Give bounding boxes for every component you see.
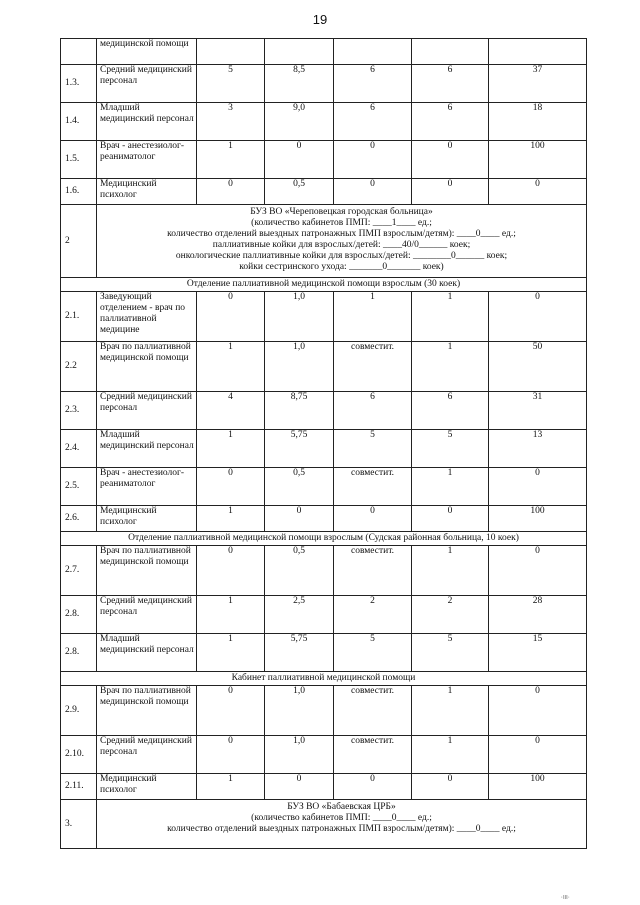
row-number: 2.1. xyxy=(61,292,97,342)
section-title: Кабинет паллиативной медицинской помощи xyxy=(61,672,587,686)
row-number: 2.6. xyxy=(61,506,97,532)
row-number: 1.3. xyxy=(61,65,97,103)
value-cell: 0 xyxy=(197,292,265,342)
position-name: Младший медицинский персонал xyxy=(97,103,197,141)
value-cell: 1,0 xyxy=(265,736,334,774)
value-cell: совместит. xyxy=(334,546,412,596)
institution-info xyxy=(97,205,587,278)
institution-info-line: количество отделений выездных патронажных ПМП взрослым/детям): ____0____ ед.; xyxy=(167,229,516,239)
table-row xyxy=(61,179,587,205)
value-cell: 15 xyxy=(489,634,587,672)
position-name: медицинской помощи xyxy=(97,39,197,65)
section-title: Отделение паллиативной медицинской помощи взрослым (Судская районная больница, 10 коек) xyxy=(61,532,587,546)
value-cell: 1 xyxy=(412,342,489,392)
institution-info-line: койки сестринского ухода: _______0_______ коек) xyxy=(239,262,444,272)
row-number: 2.10. xyxy=(61,736,97,774)
position-name: Средний медицинский персонал xyxy=(97,736,197,774)
position-name: Младший медицинский персонал xyxy=(97,634,197,672)
value-cell: 1 xyxy=(412,468,489,506)
value-cell: 0 xyxy=(489,179,587,205)
table-row xyxy=(61,774,587,800)
table-row xyxy=(61,103,587,141)
value-cell: 5 xyxy=(334,634,412,672)
table-row xyxy=(61,65,587,103)
value-cell: 2,5 xyxy=(265,596,334,634)
row-number: 1.6. xyxy=(61,179,97,205)
value-cell: совместит. xyxy=(334,736,412,774)
value-cell: 1,0 xyxy=(265,292,334,342)
row-number: 2.7. xyxy=(61,546,97,596)
value-cell: 18 xyxy=(489,103,587,141)
position-name: Средний медицинский персонал xyxy=(97,65,197,103)
value-cell: 4 xyxy=(197,392,265,430)
table-row xyxy=(61,342,587,392)
value-cell: 0 xyxy=(197,546,265,596)
position-name: Средний медицинский персонал xyxy=(97,596,197,634)
position-name: Медицинский психолог xyxy=(97,179,197,205)
value-cell: 6 xyxy=(334,103,412,141)
value-cell xyxy=(334,39,412,65)
value-cell: 1 xyxy=(197,596,265,634)
value-cell: 1 xyxy=(412,686,489,736)
value-cell: 1 xyxy=(197,342,265,392)
position-name: Младший медицинский персонал xyxy=(97,430,197,468)
value-cell: 37 xyxy=(489,65,587,103)
row-number: 2.8. xyxy=(61,596,97,634)
value-cell: 0 xyxy=(412,179,489,205)
value-cell: 100 xyxy=(489,506,587,532)
institution-info-line: (количество кабинетов ПМП: ____0____ ед.; xyxy=(251,813,432,823)
value-cell: 6 xyxy=(334,392,412,430)
value-cell: 2 xyxy=(412,596,489,634)
value-cell: 0 xyxy=(334,141,412,179)
position-name: Врач - анестезиолог-реаниматолог xyxy=(97,468,197,506)
value-cell: 6 xyxy=(412,65,489,103)
value-cell: 0 xyxy=(197,736,265,774)
value-cell: 0 xyxy=(412,506,489,532)
value-cell: 0 xyxy=(197,179,265,205)
table-row xyxy=(61,736,587,774)
value-cell: 0 xyxy=(334,179,412,205)
staffing-table xyxy=(60,38,587,849)
value-cell xyxy=(265,39,334,65)
row-number: 2.8. xyxy=(61,634,97,672)
section-title: Отделение паллиативной медицинской помощи взрослым (30 коек) xyxy=(61,278,587,292)
value-cell: 1 xyxy=(197,774,265,800)
institution-info-line: количество отделений выездных патронажных ПМП взрослым/детям): ____0____ ед.; xyxy=(167,824,516,834)
row-number: 2.4. xyxy=(61,430,97,468)
value-cell: совместит. xyxy=(334,686,412,736)
section-header-row xyxy=(61,532,587,546)
value-cell: 0,5 xyxy=(265,179,334,205)
section-header-row xyxy=(61,278,587,292)
position-name: Врач - анестезиолог-реаниматолог xyxy=(97,141,197,179)
value-cell: 0 xyxy=(489,468,587,506)
value-cell: 0 xyxy=(412,141,489,179)
value-cell xyxy=(412,39,489,65)
value-cell: 5,75 xyxy=(265,430,334,468)
position-name: Врач по паллиативной медицинской помощи xyxy=(97,546,197,596)
institution-row xyxy=(61,800,587,849)
institution-info-line: паллиативные койки для взрослых/детей: ____40/0______ коек; xyxy=(212,240,471,250)
table-row xyxy=(61,430,587,468)
value-cell: 8,75 xyxy=(265,392,334,430)
position-name: Медицинский психолог xyxy=(97,774,197,800)
value-cell: 0 xyxy=(197,686,265,736)
table-body xyxy=(61,39,587,849)
position-name: Заведующий отделением - врач по паллиативной медицине xyxy=(97,292,197,342)
value-cell: 5 xyxy=(334,430,412,468)
value-cell: 2 xyxy=(334,596,412,634)
position-name: Медицинский психолог xyxy=(97,506,197,532)
value-cell: 1 xyxy=(197,141,265,179)
position-name: Средний медицинский персонал xyxy=(97,392,197,430)
institution-info-line: БУЗ ВО «Бабаевская ЦРБ» xyxy=(287,802,396,812)
value-cell: 1 xyxy=(197,506,265,532)
position-name: Врач по паллиативной медицинской помощи xyxy=(97,342,197,392)
institution-info xyxy=(97,800,587,849)
value-cell: 0 xyxy=(412,774,489,800)
row-number: 3. xyxy=(61,800,97,849)
value-cell: 31 xyxy=(489,392,587,430)
value-cell: 0 xyxy=(489,546,587,596)
value-cell xyxy=(197,39,265,65)
row-number: 2.9. xyxy=(61,686,97,736)
value-cell: 100 xyxy=(489,141,587,179)
value-cell: 9,0 xyxy=(265,103,334,141)
value-cell xyxy=(489,39,587,65)
institution-info-line: (количество кабинетов ПМП: ____1____ ед.; xyxy=(251,218,432,228)
table-row xyxy=(61,392,587,430)
value-cell: 0 xyxy=(334,506,412,532)
value-cell: 0 xyxy=(334,774,412,800)
table-row xyxy=(61,141,587,179)
value-cell: 1 xyxy=(197,430,265,468)
value-cell: 0 xyxy=(489,736,587,774)
value-cell: 1 xyxy=(412,546,489,596)
value-cell: 0 xyxy=(489,686,587,736)
value-cell: 13 xyxy=(489,430,587,468)
table-row xyxy=(61,468,587,506)
value-cell: 1 xyxy=(412,736,489,774)
row-number: 2.11. xyxy=(61,774,97,800)
scan-mark: ·ιιι· xyxy=(560,894,570,901)
page-number: 19 xyxy=(312,12,328,27)
value-cell: 100 xyxy=(489,774,587,800)
value-cell: 5 xyxy=(412,634,489,672)
value-cell: 6 xyxy=(412,103,489,141)
value-cell: 50 xyxy=(489,342,587,392)
row-number: 2.2 xyxy=(61,342,97,392)
value-cell: 0 xyxy=(265,141,334,179)
value-cell: 5 xyxy=(197,65,265,103)
value-cell: 1 xyxy=(412,292,489,342)
row-number: 1.4. xyxy=(61,103,97,141)
value-cell: 1 xyxy=(197,634,265,672)
value-cell: 0 xyxy=(265,506,334,532)
value-cell: 3 xyxy=(197,103,265,141)
value-cell: 0 xyxy=(197,468,265,506)
row-number: 2.5. xyxy=(61,468,97,506)
row-number xyxy=(61,39,97,65)
institution-row xyxy=(61,205,587,278)
institution-info-line: онкологические паллиативные койки для взрослых/детей: ________0______ коек; xyxy=(175,251,508,261)
value-cell: 1 xyxy=(334,292,412,342)
value-cell: 28 xyxy=(489,596,587,634)
value-cell: 0,5 xyxy=(265,546,334,596)
value-cell: 0 xyxy=(265,774,334,800)
table-row xyxy=(61,39,587,65)
table-row xyxy=(61,596,587,634)
table-row xyxy=(61,686,587,736)
row-number: 2.3. xyxy=(61,392,97,430)
value-cell: 0,5 xyxy=(265,468,334,506)
row-number: 1.5. xyxy=(61,141,97,179)
position-name: Врач по паллиативной медицинской помощи xyxy=(97,686,197,736)
value-cell: 5 xyxy=(412,430,489,468)
value-cell: совместит. xyxy=(334,342,412,392)
value-cell: 8,5 xyxy=(265,65,334,103)
value-cell: 6 xyxy=(334,65,412,103)
value-cell: 0 xyxy=(489,292,587,342)
table-row xyxy=(61,292,587,342)
section-header-row xyxy=(61,672,587,686)
institution-info-line: БУЗ ВО «Череповецкая городская больница» xyxy=(250,207,433,217)
value-cell: 5,75 xyxy=(265,634,334,672)
value-cell: 1,0 xyxy=(265,342,334,392)
row-number: 2 xyxy=(61,205,97,278)
table-row xyxy=(61,634,587,672)
table-row xyxy=(61,506,587,532)
value-cell: совместит. xyxy=(334,468,412,506)
table-row xyxy=(61,546,587,596)
value-cell: 6 xyxy=(412,392,489,430)
value-cell: 1,0 xyxy=(265,686,334,736)
